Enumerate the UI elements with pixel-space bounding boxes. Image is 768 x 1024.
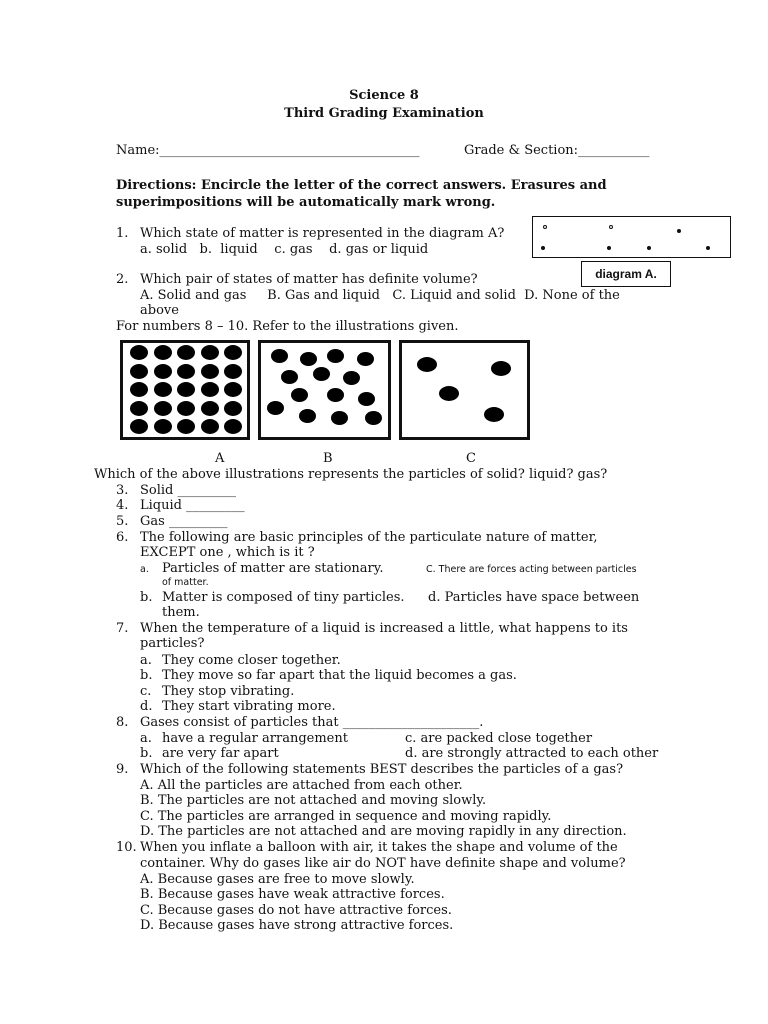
particle	[358, 392, 375, 406]
particle	[201, 401, 219, 416]
particle-dot	[607, 246, 611, 250]
q6-line-1: The following are basic principles of the particulate nature of matter,	[140, 530, 598, 545]
q2-text: Which pair of states of matter has definite volume?	[140, 272, 478, 287]
particle	[130, 401, 148, 416]
particle	[154, 364, 172, 379]
q10-choice-b[interactable]: B. Because gases have weak attractive forces.	[140, 887, 445, 902]
q6-choice-c-cont: of matter.	[162, 577, 209, 588]
q6-choice-c[interactable]: C. There are forces acting between particles	[426, 564, 637, 575]
diagram-a-box	[532, 216, 731, 258]
particle	[130, 345, 148, 360]
q7-d-letter: d.	[140, 699, 153, 714]
particle	[224, 419, 242, 434]
particle	[491, 361, 511, 376]
q9-choice-a[interactable]: A. All the particles are attached from each other.	[140, 778, 463, 793]
q7-a-letter: a.	[140, 653, 152, 668]
label-c: C	[466, 451, 476, 466]
particle	[154, 382, 172, 397]
particle	[417, 357, 437, 372]
q6-choice-a[interactable]: Particles of matter are stationary.	[162, 561, 384, 576]
q2-choices[interactable]: A. Solid and gas B. Gas and liquid C. Liquid and solid D. None of the	[140, 288, 620, 303]
q8-a-letter: a.	[140, 731, 152, 746]
q6-b-letter: b.	[140, 590, 153, 605]
directions-line-1: Directions: Encircle the letter of the correct answers. Erasures and	[116, 178, 607, 193]
particle	[267, 401, 284, 415]
q10-choice-c[interactable]: C. Because gases do not have attractive forces.	[140, 903, 452, 918]
particle-dot	[706, 246, 710, 250]
particle	[201, 419, 219, 434]
particle	[130, 364, 148, 379]
q8-choice-c[interactable]: c. are packed close together	[405, 731, 593, 746]
q1-choices[interactable]: a. solid b. liquid c. gas d. gas or liquid	[140, 242, 429, 257]
q3-number: 3.	[116, 483, 129, 498]
q7-number: 7.	[116, 621, 129, 636]
q7-line-1: When the temperature of a liquid is increased a little, what happens to its	[140, 621, 628, 636]
q8-choice-a[interactable]: have a regular arrangement	[162, 731, 348, 746]
particle	[439, 386, 459, 401]
particle	[327, 349, 344, 363]
q9-choice-c[interactable]: C. The particles are arranged in sequence and moving rapidly.	[140, 809, 552, 824]
particle	[154, 419, 172, 434]
particle	[299, 409, 316, 423]
particle	[313, 367, 330, 381]
q10-choice-a[interactable]: A. Because gases are free to move slowly.	[140, 872, 415, 887]
q5-text[interactable]: Gas _________	[140, 514, 228, 529]
q7-choice-c[interactable]: They stop vibrating.	[162, 684, 295, 699]
particle	[201, 345, 219, 360]
q8-choice-b[interactable]: are very far apart	[162, 746, 279, 761]
particle	[154, 345, 172, 360]
q4-number: 4.	[116, 498, 129, 513]
particle	[177, 401, 195, 416]
name-field[interactable]: Name:________________________________________	[116, 143, 420, 158]
particle-dot	[609, 225, 613, 229]
q8-number: 8.	[116, 715, 129, 730]
particle	[177, 345, 195, 360]
q10-line-2: container. Why do gases like air do NOT have definite shape and volume?	[140, 856, 626, 871]
illustration-c-gas	[399, 340, 530, 440]
particle	[484, 407, 504, 422]
grade-section-field[interactable]: Grade & Section:___________	[464, 143, 650, 158]
q1-text: Which state of matter is represented in the diagram A?	[140, 226, 505, 241]
particle	[224, 345, 242, 360]
particle	[130, 419, 148, 434]
q3-text[interactable]: Solid _________	[140, 483, 237, 498]
particle	[357, 352, 374, 366]
particle	[365, 411, 382, 425]
q7-choice-b[interactable]: They move so far apart that the liquid becomes a gas.	[162, 668, 517, 683]
q7-choice-d[interactable]: They start vibrating more.	[162, 699, 336, 714]
illustration-b-liquid	[258, 340, 391, 440]
particle	[224, 364, 242, 379]
particle	[177, 382, 195, 397]
q4-text[interactable]: Liquid _________	[140, 498, 245, 513]
illustration-a-solid	[120, 340, 250, 440]
refer-instruction: For numbers 8 – 10. Refer to the illustrations given.	[116, 319, 459, 334]
q7-choice-a[interactable]: They come closer together.	[162, 653, 341, 668]
particle	[177, 364, 195, 379]
particle	[327, 388, 344, 402]
q10-line-1: When you inflate a balloon with air, it takes the shape and volume of the	[140, 840, 618, 855]
q6-number: 6.	[116, 530, 129, 545]
particle-dot	[677, 229, 681, 233]
directions-line-2: superimpositions will be automatically mark wrong.	[116, 195, 496, 210]
illustrations-question: Which of the above illustrations represents the particles of solid? liquid? gas?	[94, 467, 608, 482]
q6-choice-d[interactable]: d. Particles have space between	[428, 590, 640, 605]
particle	[130, 382, 148, 397]
q6-choice-d-cont: them.	[162, 605, 200, 620]
particle	[271, 349, 288, 363]
particle	[281, 370, 298, 384]
diagram-a-label: diagram A.	[581, 261, 671, 287]
particle	[291, 388, 308, 402]
particle	[201, 382, 219, 397]
q9-choice-b[interactable]: B. The particles are not attached and moving slowly.	[140, 793, 487, 808]
particle	[224, 382, 242, 397]
label-b: B	[323, 451, 333, 466]
particle-dot	[541, 246, 545, 250]
label-a: A	[215, 451, 225, 466]
q6-choice-b[interactable]: Matter is composed of tiny particles.	[162, 590, 405, 605]
particle	[343, 371, 360, 385]
q8-b-letter: b.	[140, 746, 153, 761]
particle-dot	[543, 225, 547, 229]
q7-c-letter: c.	[140, 684, 152, 699]
q2-choices-cont: above	[140, 303, 179, 318]
q5-number: 5.	[116, 514, 129, 529]
particle	[300, 352, 317, 366]
q9-text: Which of the following statements BEST describes the particles of a gas?	[140, 762, 624, 777]
particle	[154, 401, 172, 416]
q6-a-letter: a.	[140, 564, 149, 575]
q9-choice-d[interactable]: D. The particles are not attached and are moving rapidly in any direction.	[140, 824, 627, 839]
exam-subject: Science 8	[349, 88, 419, 103]
exam-title: Third Grading Examination	[284, 106, 484, 121]
q10-choice-d[interactable]: D. Because gases have strong attractive forces.	[140, 918, 454, 933]
q1-number: 1.	[116, 226, 129, 241]
particle-dot	[647, 246, 651, 250]
q6-line-2: EXCEPT one , which is it ?	[140, 545, 315, 560]
particle	[177, 419, 195, 434]
particle	[224, 401, 242, 416]
q9-number: 9.	[116, 762, 129, 777]
q8-choice-d[interactable]: d. are strongly attracted to each other	[405, 746, 659, 761]
particle	[201, 364, 219, 379]
q7-line-2: particles?	[140, 636, 205, 651]
q7-b-letter: b.	[140, 668, 153, 683]
q8-text: Gases consist of particles that _____________________.	[140, 715, 484, 730]
particle	[331, 411, 348, 425]
q2-number: 2.	[116, 272, 129, 287]
q10-number: 10.	[116, 840, 137, 855]
